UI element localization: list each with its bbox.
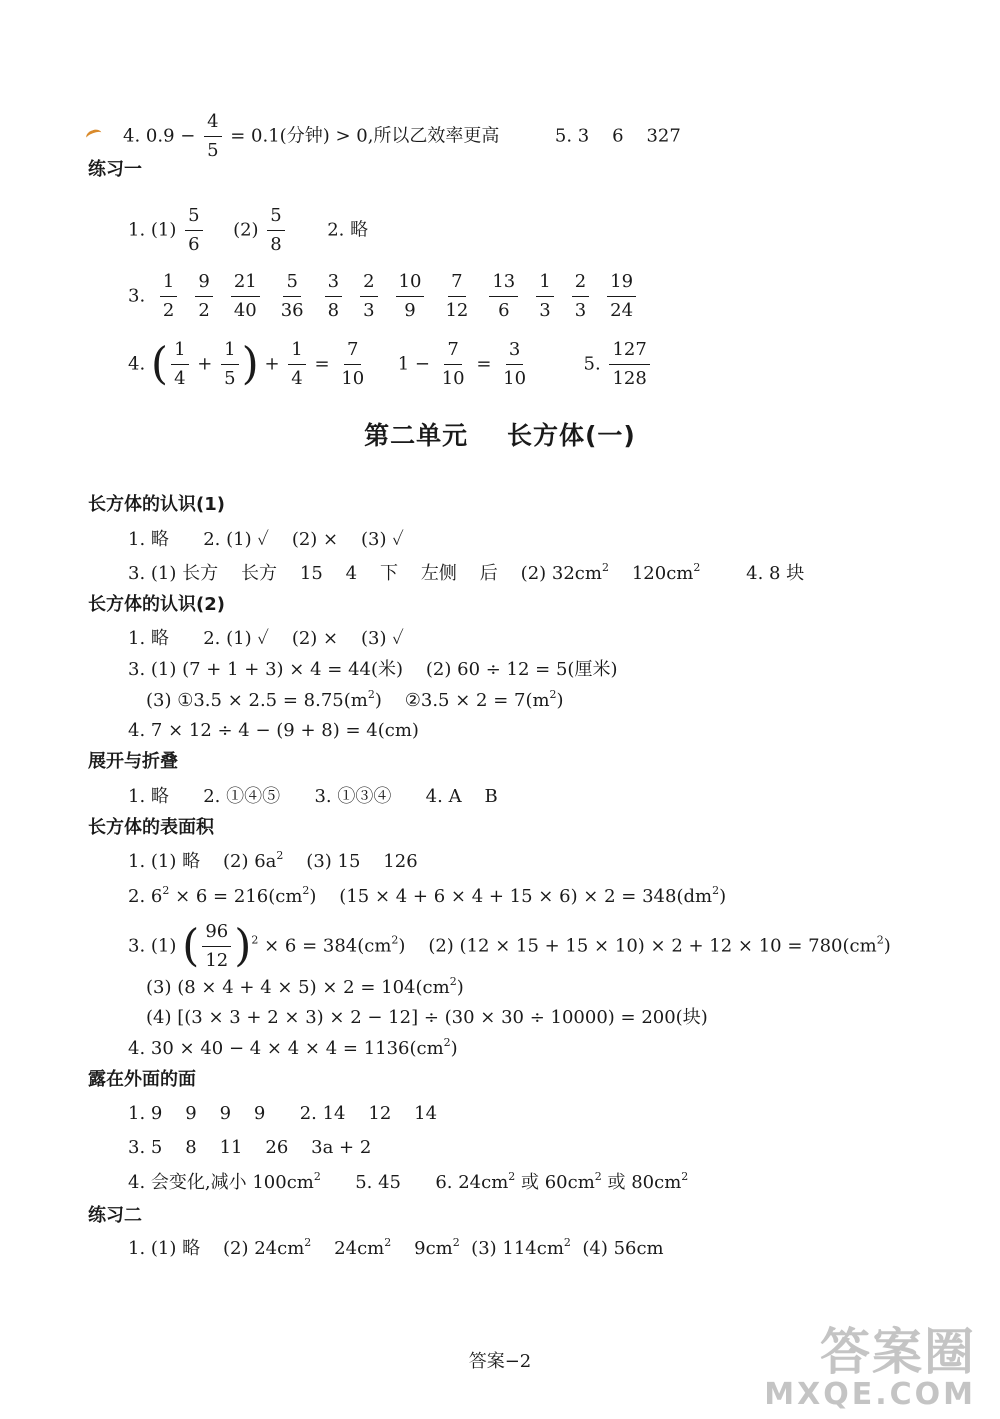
- section-heading-s6: 练习二: [88, 1205, 142, 1226]
- line-s2-4: 4. 7 × 12 ÷ 4 − (9 + 8) = 4(cm): [128, 720, 419, 741]
- section-heading-s3: 展开与折叠: [88, 751, 178, 772]
- fraction: $\frac{3}{10}$: [500, 336, 529, 393]
- fraction: $\frac{9}{2}$: [195, 268, 212, 325]
- line-s4-2: 2. $6^2 \times 6 = 216(cm^2)$ $(15 \times 4 + 6 \times 4 + 15 \times 6) \times 2 = 348(dm^2)$: [128, 884, 727, 907]
- line-s4-4: (3) $(8 \times 4 + 4 \times 5) \times 2 = 104(cm^2)$: [146, 975, 464, 998]
- watermark-logo: [764, 1325, 976, 1411]
- line-s6-1: 1. (1) 略 (2) $24cm^2$ $24cm^2$ $9cm^2$ (3) $114cm^2$ (4) 56cm: [128, 1236, 664, 1259]
- fraction: $\frac{7}{10}$: [338, 336, 367, 393]
- line-s2-3: (3) ①3.5 × $2.5 = 8.75(m^2)$ ②3.5 × $2 = 7(m^2)$: [146, 688, 564, 711]
- section-heading-s5: 露在外面的面: [88, 1069, 196, 1090]
- fraction: $\frac{13}{6}$: [489, 268, 518, 325]
- line-s5-2: 3. 5 8 11 26 3a + 2: [128, 1137, 372, 1158]
- section-heading-s2: 长方体的认识(2): [88, 594, 225, 615]
- line-s5-3: 4. 会变化,减小 $100cm^2$ 5. 45 6. $24cm^2$ 或 $60cm^2$ 或 $80cm^2$: [128, 1170, 689, 1193]
- fraction: $\frac{96}{12}$: [202, 918, 231, 975]
- section-heading-s1: 长方体的认识(1): [88, 494, 225, 515]
- line-s4-1: 1. (1) 略 (2) $6a^2$ (3) 15 126: [128, 849, 418, 872]
- line-s1-2: 3. (1) 长方 长方 15 4 下 左侧 后 (2) $32cm^2$ $120cm^2$ 4. 8 块: [128, 561, 805, 584]
- fraction: $\frac{5}{36}$: [278, 268, 307, 325]
- fraction: $\frac{1}{4}$: [171, 336, 188, 393]
- line-s4-5: (4) [(3 × 3 + 2 × 3) × 2 − 12] ÷ (30 × 30 ÷ 10000) = 200(块): [146, 1007, 708, 1028]
- fraction: $\frac{5}{8}$: [267, 202, 284, 259]
- watermark-url: MXQE.COM: [764, 1377, 976, 1412]
- line-s5-1: 1. 9 9 9 9 2. 14 12 14: [128, 1103, 438, 1124]
- unit-title: 第二单元 长方体(一): [364, 421, 636, 450]
- fraction: $\frac{10}{9}$: [396, 268, 425, 325]
- section-heading-s4: 长方体的表面积: [88, 817, 214, 838]
- watermark-text: 答案圈: [820, 1323, 976, 1381]
- fraction: $\frac{19}{24}$: [607, 268, 636, 325]
- page-number: 答案−2: [468, 1351, 532, 1372]
- fraction: $\frac{1}{4}$: [288, 336, 305, 393]
- line-s2-1: 1. 略 2. (1) ✓ (2) × (3) ✓: [128, 628, 404, 649]
- fraction: $\frac{4}{5}$: [204, 108, 221, 165]
- line-s3-1: 1. 略 2. ①④⑤ 3. ①③④ 4. A B: [128, 786, 498, 807]
- line-s4-6: 4. $30 \times 40 - 4 \times 4 \times 4 = 1136(cm^2)$: [128, 1036, 458, 1059]
- section-heading-lianxi1: 练习一: [88, 159, 142, 180]
- line-lianxi1-q1: 1. (1) $\frac{5}{6}$ (2) $\frac{5}{8}$ 2. 略: [128, 202, 368, 259]
- fraction: $\frac{1}{3}$: [536, 268, 553, 325]
- fraction: $\frac{2}{3}$: [360, 268, 377, 325]
- pen-mark: [85, 128, 104, 144]
- fraction: $\frac{3}{8}$: [325, 268, 342, 325]
- fraction: $\frac{127}{128}$: [609, 336, 649, 393]
- fraction: $\frac{2}{3}$: [572, 268, 589, 325]
- fraction: $\frac{21}{40}$: [231, 268, 260, 325]
- line-s2-2: 3. (1) (7 + 1 + 3) × 4 = 44(米) (2) 60 ÷ 12 = 5(厘米): [128, 659, 618, 680]
- line-lianxi1-q4: 4. ( $\frac{1}{4}$ + $\frac{1}{5}$ ) + $\frac{1}{4}$ = $\frac{7}{10}$ 1 − $\frac{7}{10}$ = $\frac{3}{10}$ 5. $\frac{127}{128}$: [128, 336, 653, 393]
- fraction: $\frac{7}{12}$: [442, 268, 471, 325]
- line-s4-3: 3. (1) ( $\frac{96}{12}$ )$^2 \times 6 = 384(cm^2)$ (2) $(12 \times 15 + 15 \times 10) \times 2 + 12 \times 10 = 780(cm^2)$: [128, 918, 891, 975]
- fraction: $\frac{1}{2}$: [160, 268, 177, 325]
- line-top-q4: 4. 0.9 − $\frac{4}{5}$ = 0.1(分钟) > 0,所以乙效率更高 5. 3 6 327: [123, 108, 681, 165]
- line-s1-1: 1. 略 2. (1) ✓ (2) × (3) ✓: [128, 529, 404, 550]
- line-lianxi1-q3: 3. $\frac{1}{2}$ $\frac{9}{2}$ $\frac{21}{40}$ $\frac{5}{36}$ $\frac{3}{8}$ $\frac{2}{3}$ $\frac{10}{9}$ $\frac{7}{12}$ $\frac{13}{6}$ $\frac{1}{3}$ $\frac{2}{3}$ $\frac{19}{24}$: [128, 268, 645, 325]
- fraction: $\frac{7}{10}$: [439, 336, 468, 393]
- fraction: $\frac{5}{6}$: [185, 202, 202, 259]
- fraction: $\frac{1}{5}$: [221, 336, 238, 393]
